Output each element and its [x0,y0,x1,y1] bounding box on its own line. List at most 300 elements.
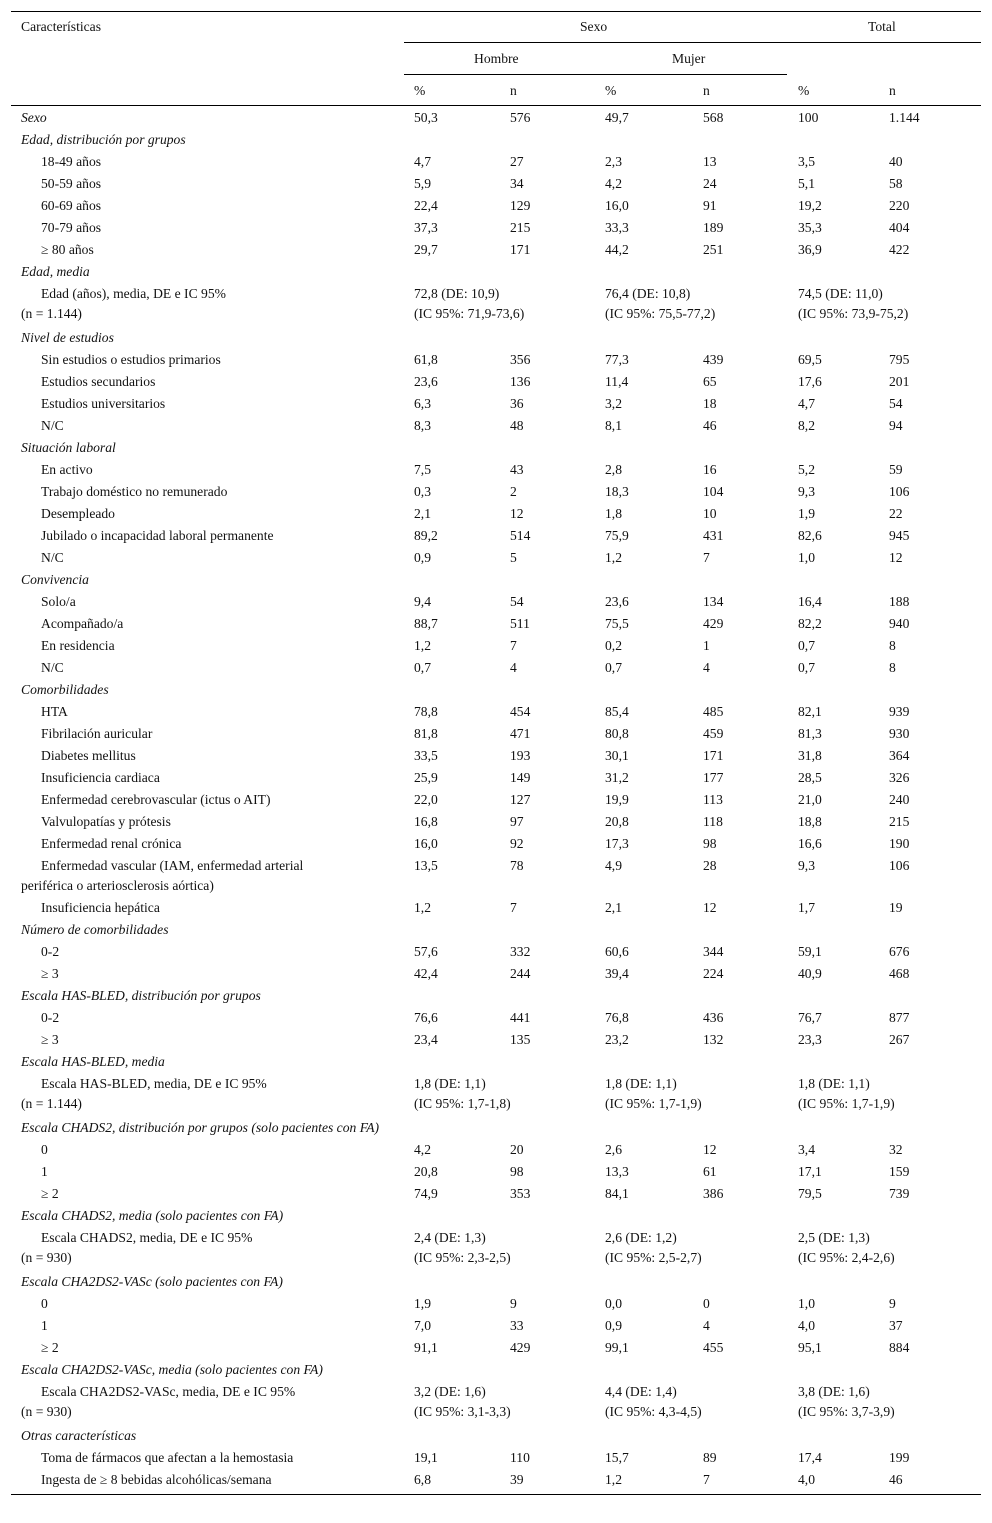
male-pct: 61,8 [414,352,438,367]
total-n: 468 [889,966,910,981]
female-n: 12 [703,900,717,915]
male-pct: 7,5 [414,462,431,477]
male-n: 193 [510,748,531,763]
total-n: 94 [889,418,903,433]
male-pct: 0,9 [414,550,431,565]
male-pct: 6,8 [414,1472,431,1487]
row-label: 0-2 [41,1010,60,1025]
male-n: 33 [510,1318,524,1333]
female-n: 429 [703,616,724,631]
female-pct: 76,8 [605,1010,629,1025]
male-pct: 57,6 [414,944,438,959]
female-n: 436 [703,1010,724,1025]
male-pct: 76,6 [414,1010,438,1025]
male-pct: 0,7 [414,660,431,675]
total-n: 326 [889,770,910,785]
total-pct: 82,1 [798,704,822,719]
total-n: 8 [889,660,896,675]
total-n: 46 [889,1472,903,1487]
total-pct: 40,9 [798,966,822,981]
male-n: 576 [510,110,531,125]
total-n: 404 [889,220,910,235]
total-mean: 1,8 (DE: 1,1) [798,1076,870,1091]
row-label-line2: (n = 930) [21,1404,72,1419]
total-n: 364 [889,748,910,763]
total-n: 159 [889,1164,910,1179]
section-label: Escala HAS-BLED, distribución por grupos [21,988,261,1003]
female-n: 16 [703,462,717,477]
row-label: Escala CHADS2, media, DE e IC 95% [41,1230,253,1245]
female-pct: 2,3 [605,154,622,169]
header-female-n: n [703,83,710,98]
total-mean: 74,5 (DE: 11,0) [798,286,883,301]
male-pct: 29,7 [414,242,438,257]
row-label: Escala HAS-BLED, media, DE e IC 95% [41,1076,267,1091]
row-label: Edad (años), media, DE e IC 95% [41,286,226,301]
row-label: N/C [41,418,64,433]
header-male-n: n [510,83,517,98]
row-label-line2: periférica o arteriosclerosis aórtica) [21,878,214,893]
male-pct: 25,9 [414,770,438,785]
male-n: 34 [510,176,524,191]
female-n: 46 [703,418,717,433]
male-pct: 4,7 [414,154,431,169]
total-pct: 5,1 [798,176,815,191]
total-n: 739 [889,1186,910,1201]
male-n: 54 [510,594,524,609]
row-label: Ingesta de ≥ 8 bebidas alcohólicas/semana [41,1472,272,1487]
male-n: 97 [510,814,524,829]
total-pct: 18,8 [798,814,822,829]
row-label: 18-49 años [41,154,102,169]
female-pct: 75,9 [605,528,629,543]
male-pct: 23,6 [414,374,438,389]
male-pct: 16,0 [414,836,438,851]
row-label: 70-79 años [41,220,102,235]
total-n: 12 [889,550,903,565]
female-n: 431 [703,528,724,543]
total-pct: 81,3 [798,726,822,741]
female-pct: 13,3 [605,1164,629,1179]
male-n: 127 [510,792,531,807]
male-pct: 6,3 [414,396,431,411]
row-label-line2: (n = 1.144) [21,306,82,321]
female-n: 98 [703,836,717,851]
total-n: 106 [889,484,910,499]
male-pct: 16,8 [414,814,438,829]
total-pct: 4,7 [798,396,815,411]
male-n: 429 [510,1340,531,1355]
male-n: 353 [510,1186,531,1201]
female-ci: (IC 95%: 1,7-1,9) [605,1096,702,1111]
section-label: Otras características [21,1428,137,1443]
row-label-line2: (n = 1.144) [21,1096,82,1111]
female-n: 132 [703,1032,724,1047]
total-n: 59 [889,462,903,477]
female-pct: 30,1 [605,748,629,763]
total-n: 106 [889,858,910,873]
female-n: 28 [703,858,717,873]
row-label: En residencia [41,638,115,653]
female-pct: 23,2 [605,1032,629,1047]
row-label: 60-69 años [41,198,102,213]
female-n: 0 [703,1296,710,1311]
male-n: 7 [510,638,517,653]
row-label: Acompañado/a [41,616,124,631]
row-label: ≥ 2 [41,1186,59,1201]
male-pct: 88,7 [414,616,438,631]
row-label: Solo/a [41,594,76,609]
female-n: 104 [703,484,724,499]
total-pct: 69,5 [798,352,822,367]
female-pct: 0,7 [605,660,622,675]
row-label: 0-2 [41,944,60,959]
total-n: 676 [889,944,910,959]
total-n: 422 [889,242,910,257]
total-n: 220 [889,198,910,213]
female-pct: 8,1 [605,418,622,433]
male-pct: 4,2 [414,1142,431,1157]
total-n: 884 [889,1340,910,1355]
total-n: 945 [889,528,910,543]
female-n: 224 [703,966,724,981]
row-label: Diabetes mellitus [41,748,136,763]
female-pct: 1,2 [605,1472,622,1487]
male-pct: 9,4 [414,594,431,609]
female-n: 7 [703,550,710,565]
male-mean: 2,4 (DE: 1,3) [414,1230,486,1245]
total-ci: (IC 95%: 2,4-2,6) [798,1250,895,1265]
male-n: 20 [510,1142,524,1157]
female-n: 177 [703,770,724,785]
female-n: 113 [703,792,723,807]
male-n: 2 [510,484,517,499]
female-pct: 3,2 [605,396,622,411]
male-n: 12 [510,506,524,521]
section-label: Nivel de estudios [21,330,114,345]
row-label: Enfermedad vascular (IAM, enfermedad arterial [41,858,304,873]
total-pct: 35,3 [798,220,822,235]
header-subgroup-rule [404,74,787,75]
header-total-n: n [889,83,896,98]
total-pct: 82,6 [798,528,822,543]
total-n: 8 [889,638,896,653]
male-pct: 91,1 [414,1340,438,1355]
table-bottom-rule [11,1494,981,1495]
row-label: Toma de fármacos que afectan a la hemostasia [41,1450,294,1465]
total-pct: 0,7 [798,638,815,653]
row-label: En activo [41,462,93,477]
male-n: 471 [510,726,531,741]
female-n: 1 [703,638,710,653]
total-pct: 17,1 [798,1164,822,1179]
total-pct: 4,0 [798,1318,815,1333]
female-pct: 44,2 [605,242,629,257]
female-n: 134 [703,594,724,609]
male-n: 7 [510,900,517,915]
male-pct: 20,8 [414,1164,438,1179]
female-n: 455 [703,1340,724,1355]
row-label: HTA [41,704,68,719]
total-pct: 21,0 [798,792,822,807]
header-total: Total [868,19,896,34]
male-n: 98 [510,1164,524,1179]
male-pct: 42,4 [414,966,438,981]
female-n: 344 [703,944,724,959]
row-label: Insuficiencia cardiaca [41,770,160,785]
total-pct: 4,0 [798,1472,815,1487]
male-pct: 8,3 [414,418,431,433]
female-mean: 4,4 (DE: 1,4) [605,1384,677,1399]
row-label: N/C [41,660,64,675]
female-n: 439 [703,352,724,367]
row-label: 0 [41,1142,48,1157]
total-n: 19 [889,900,903,915]
row-label: Enfermedad renal crónica [41,836,182,851]
header-bottom-rule [11,105,981,106]
total-n: 240 [889,792,910,807]
section-label: Escala CHA2DS2-VASc, media (solo pacientes con FA) [21,1362,323,1377]
male-pct: 89,2 [414,528,438,543]
row-label: Insuficiencia hepática [41,900,160,915]
total-n: 32 [889,1142,903,1157]
row-label: 0 [41,1296,48,1311]
female-pct: 2,8 [605,462,622,477]
male-pct: 81,8 [414,726,438,741]
total-pct: 1,9 [798,506,815,521]
row-label: Desempleado [41,506,115,521]
male-mean: 1,8 (DE: 1,1) [414,1076,486,1091]
row-label: Estudios universitarios [41,396,166,411]
male-n: 36 [510,396,524,411]
female-pct: 49,7 [605,110,629,125]
total-n: 190 [889,836,910,851]
row-label: Enfermedad cerebrovascular (ictus o AIT) [41,792,271,807]
total-pct: 16,6 [798,836,822,851]
section-label: Escala CHA2DS2-VASc (solo pacientes con FA) [21,1274,283,1289]
female-pct: 4,9 [605,858,622,873]
total-pct: 31,8 [798,748,822,763]
female-n: 18 [703,396,717,411]
female-pct: 0,0 [605,1296,622,1311]
total-n: 940 [889,616,910,631]
total-pct: 3,5 [798,154,815,169]
female-mean: 2,6 (DE: 1,2) [605,1230,677,1245]
male-n: 5 [510,550,517,565]
male-n: 110 [510,1450,530,1465]
female-n: 24 [703,176,717,191]
female-n: 65 [703,374,717,389]
male-n: 48 [510,418,524,433]
total-pct: 17,4 [798,1450,822,1465]
male-n: 356 [510,352,531,367]
total-pct: 0,7 [798,660,815,675]
total-pct: 17,6 [798,374,822,389]
female-n: 7 [703,1472,710,1487]
total-n: 22 [889,506,903,521]
female-pct: 20,8 [605,814,629,829]
female-pct: 16,0 [605,198,629,213]
header-sex: Sexo [580,19,608,34]
total-n: 199 [889,1450,910,1465]
section-label: Escala CHADS2, distribución por grupos (solo pacientes con FA) [21,1120,380,1135]
section-label: Edad, distribución por grupos [21,132,186,147]
male-n: 511 [510,616,530,631]
female-pct: 77,3 [605,352,629,367]
total-pct: 19,2 [798,198,822,213]
female-n: 61 [703,1164,717,1179]
female-pct: 0,2 [605,638,622,653]
male-pct: 7,0 [414,1318,431,1333]
section-label: Sexo [21,110,47,125]
female-pct: 0,9 [605,1318,622,1333]
male-n: 332 [510,944,531,959]
total-pct: 1,0 [798,1296,815,1311]
male-pct: 50,3 [414,110,438,125]
male-ci: (IC 95%: 1,7-1,8) [414,1096,511,1111]
male-n: 171 [510,242,531,257]
row-label: 1 [41,1318,48,1333]
female-pct: 33,3 [605,220,629,235]
male-n: 92 [510,836,524,851]
female-n: 4 [703,660,710,675]
section-label: Escala CHADS2, media (solo pacientes con FA) [21,1208,284,1223]
total-pct: 23,3 [798,1032,822,1047]
total-n: 930 [889,726,910,741]
total-pct: 8,2 [798,418,815,433]
female-pct: 84,1 [605,1186,629,1201]
total-pct: 36,9 [798,242,822,257]
header-female: Mujer [672,51,706,66]
section-label: Convivencia [21,572,89,587]
row-label: ≥ 80 años [41,242,94,257]
total-n: 40 [889,154,903,169]
male-pct: 0,3 [414,484,431,499]
total-ci: (IC 95%: 3,7-3,9) [798,1404,895,1419]
female-pct: 11,4 [605,374,629,389]
header-group-rule [404,42,981,43]
male-ci: (IC 95%: 71,9-73,6) [414,306,525,321]
total-pct: 82,2 [798,616,822,631]
total-pct: 1,0 [798,550,815,565]
total-pct: 16,4 [798,594,822,609]
total-pct: 3,4 [798,1142,815,1157]
female-n: 89 [703,1450,717,1465]
total-pct: 95,1 [798,1340,822,1355]
male-n: 136 [510,374,531,389]
female-pct: 60,6 [605,944,629,959]
female-n: 91 [703,198,717,213]
total-pct: 1,7 [798,900,815,915]
row-label: N/C [41,550,64,565]
section-label: Escala HAS-BLED, media [21,1054,165,1069]
female-pct: 39,4 [605,966,629,981]
male-pct: 1,9 [414,1296,431,1311]
total-mean: 2,5 (DE: 1,3) [798,1230,870,1245]
row-label-line2: (n = 930) [21,1250,72,1265]
female-pct: 1,8 [605,506,622,521]
female-n: 118 [703,814,723,829]
row-label: Sin estudios o estudios primarios [41,352,221,367]
male-pct: 74,9 [414,1186,438,1201]
female-pct: 4,2 [605,176,622,191]
row-label: Valvulopatías y prótesis [41,814,171,829]
header-female-pct: % [605,83,617,98]
male-n: 43 [510,462,524,477]
row-label: Estudios secundarios [41,374,156,389]
total-pct: 9,3 [798,858,815,873]
male-pct: 23,4 [414,1032,438,1047]
female-n: 459 [703,726,724,741]
total-n: 201 [889,374,910,389]
total-ci: (IC 95%: 73,9-75,2) [798,306,909,321]
male-pct: 78,8 [414,704,438,719]
male-n: 129 [510,198,531,213]
female-pct: 85,4 [605,704,629,719]
male-mean: 72,8 (DE: 10,9) [414,286,500,301]
female-n: 171 [703,748,724,763]
male-pct: 33,5 [414,748,438,763]
row-label: ≥ 3 [41,966,59,981]
header-male-pct: % [414,83,426,98]
total-pct: 76,7 [798,1010,822,1025]
row-label: 1 [41,1164,48,1179]
male-n: 514 [510,528,531,543]
total-pct: 79,5 [798,1186,822,1201]
male-n: 4 [510,660,517,675]
total-pct: 28,5 [798,770,822,785]
female-n: 10 [703,506,717,521]
row-label: Escala CHA2DS2-VASc, media, DE e IC 95% [41,1384,296,1399]
female-pct: 23,6 [605,594,629,609]
male-n: 135 [510,1032,531,1047]
female-n: 4 [703,1318,710,1333]
male-n: 244 [510,966,531,981]
section-label: Edad, media [21,264,90,279]
female-n: 13 [703,154,717,169]
female-pct: 80,8 [605,726,629,741]
total-n: 795 [889,352,910,367]
row-label: ≥ 2 [41,1340,59,1355]
male-n: 9 [510,1296,517,1311]
row-label: Fibrilación auricular [41,726,153,741]
row-label: Trabajo doméstico no remunerado [41,484,228,499]
total-pct: 9,3 [798,484,815,499]
total-n: 54 [889,396,903,411]
female-mean: 1,8 (DE: 1,1) [605,1076,677,1091]
female-n: 568 [703,110,724,125]
male-n: 215 [510,220,531,235]
total-n: 1.144 [889,110,920,125]
total-n: 9 [889,1296,896,1311]
male-ci: (IC 95%: 2,3-2,5) [414,1250,511,1265]
row-label: ≥ 3 [41,1032,59,1047]
total-n: 267 [889,1032,910,1047]
male-n: 78 [510,858,524,873]
female-pct: 1,2 [605,550,622,565]
female-n: 386 [703,1186,724,1201]
header-characteristics: Características [21,19,102,34]
section-label: Situación laboral [21,440,116,455]
female-ci: (IC 95%: 2,5-2,7) [605,1250,702,1265]
total-ci: (IC 95%: 1,7-1,9) [798,1096,895,1111]
female-ci: (IC 95%: 4,3-4,5) [605,1404,702,1419]
female-pct: 15,7 [605,1450,629,1465]
row-label: 50-59 años [41,176,102,191]
total-pct: 59,1 [798,944,822,959]
male-n: 27 [510,154,524,169]
total-n: 58 [889,176,903,191]
